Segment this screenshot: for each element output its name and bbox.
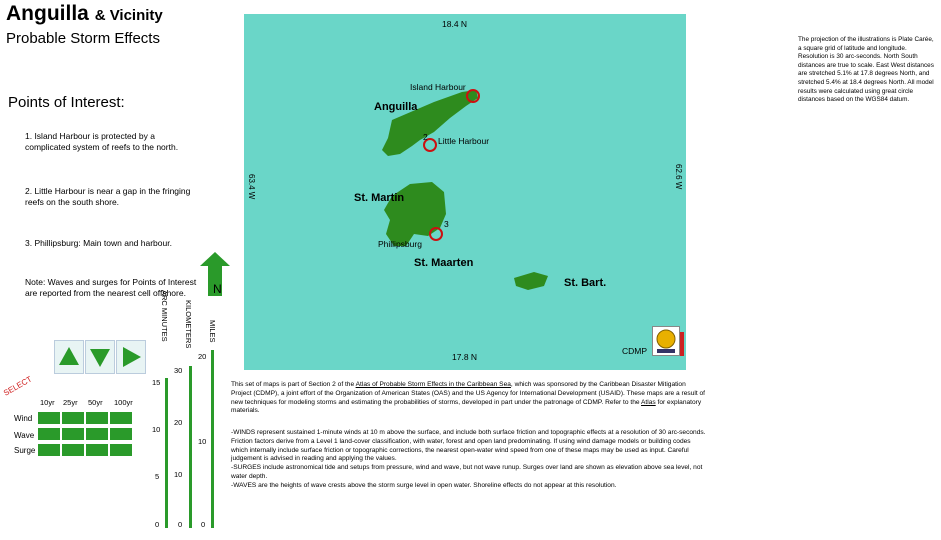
- legend-cell-wind-100yr[interactable]: [110, 412, 132, 424]
- down-arrow-icon: [86, 341, 114, 373]
- miles-bar: [211, 350, 214, 528]
- arc-tick-0: 0: [155, 520, 160, 529]
- legend-col-25yr: 25yr: [63, 398, 78, 407]
- latitude-top-label: 18.4 N: [442, 19, 468, 29]
- st-bart-label: St. Bart.: [564, 277, 607, 289]
- arc-tick-10: 10: [152, 425, 161, 434]
- legend-cell-wave-100yr[interactable]: [110, 428, 132, 440]
- anguilla-label: Anguilla: [374, 101, 418, 113]
- pan-down-button[interactable]: [85, 340, 115, 374]
- poi-item-3: 3. Phillipsburg: Main town and harbour.: [25, 238, 172, 248]
- legend-row-wind: Wind: [14, 414, 33, 423]
- km-tick-10: 10: [174, 470, 183, 479]
- effects-definitions: [231, 429, 706, 491]
- page-subtitle: Probable Storm Effects: [6, 30, 160, 47]
- st-maarten-label: St. Maarten: [414, 257, 474, 269]
- legend-row-wave: Wave: [14, 431, 35, 440]
- mi-tick-20: 20: [198, 352, 207, 361]
- latitude-bottom-label: 17.8 N: [452, 352, 478, 362]
- kilometers-label: KILOMETERS: [184, 300, 193, 349]
- km-tick-30: 30: [174, 366, 183, 375]
- legend-cell-surge-10yr[interactable]: [38, 444, 60, 456]
- st-bart-island: [514, 272, 548, 290]
- longitude-right-label: 62.6 W: [674, 164, 683, 190]
- legend-cell-wind-10yr[interactable]: [38, 412, 60, 424]
- storm-map[interactable]: [244, 14, 934, 370]
- marker-3-label: 3: [444, 219, 449, 229]
- island-harbour-label: Island Harbour: [410, 82, 466, 92]
- projection-note: The projection of the illustrations is Plate Carée, a square grid of latitude and longitude. Resolution is 30 arc-seconds. North South distances are true to scale. East West distances are stretched 5.1% at 17.8 degrees North, and stretched 5.4% at 18.4 degrees North. All model results were calculated using great circle distances based on the WGS84 datum.: [795, 34, 941, 107]
- legend-cell-wind-50yr[interactable]: [86, 412, 108, 424]
- north-label: N: [213, 282, 222, 296]
- km-tick-20: 20: [174, 418, 183, 427]
- usaid-logo: [680, 332, 684, 356]
- atlas-desc-pre: This set of maps is part of Section 2 of the: [231, 381, 356, 388]
- legend-col-10yr: 10yr: [40, 398, 55, 407]
- legend-cell-surge-50yr[interactable]: [86, 444, 108, 456]
- legend-col-50yr: 50yr: [88, 398, 103, 407]
- legend-row-surge: Surge: [14, 446, 36, 455]
- legend-cell-wave-25yr[interactable]: [62, 428, 84, 440]
- title-main: Anguilla: [6, 2, 89, 25]
- little-harbour-label: Little Harbour: [438, 136, 490, 146]
- waves-definition: -WAVES are the heights of wave crests above the storm surge level in open water. Shoreline effects do not appear at this resolution.: [231, 481, 617, 489]
- surges-definition: -SURGES include astronomical tide and setups from pressure, wind and wave, but not wave runup. Surges over land are shown as elevation above sea level, not water depth.: [231, 464, 703, 480]
- miles-label: MILES: [208, 320, 217, 343]
- atlas-link[interactable]: Atlas of Probable Storm Effects in the Caribbean Sea: [355, 381, 511, 388]
- marker-2-label: 2: [423, 132, 428, 142]
- arc-tick-5: 5: [155, 472, 160, 481]
- atlas-desc-mid: , which was sponsored by the Caribbean Disaster Mitigation Project (CDMP), a joint effort of the Organization of American States (OAS) and the US Agency for International Development (USAID). These maps are a result of new techniques for modeling storms and estimating the probabilities of storms, developed in part under the patronage of CDMP. Refer to the: [231, 381, 705, 406]
- atlas-description: [231, 381, 706, 416]
- phillipsburg-label: Phillipsburg: [378, 239, 422, 249]
- mi-tick-10: 10: [198, 437, 207, 446]
- legend-cell-wave-10yr[interactable]: [38, 428, 60, 440]
- right-arrow-icon: [117, 341, 145, 373]
- poi-item-1: 1. Island Harbour is protected by a complicated system of reefs to the north.: [25, 131, 179, 152]
- legend-cell-surge-25yr[interactable]: [62, 444, 84, 456]
- arc-minutes-label: ARC MINUTES: [160, 290, 169, 342]
- longitude-left-label: 63.4 W: [247, 174, 256, 200]
- oas-logo: [652, 326, 680, 356]
- select-label: SELECT: [2, 374, 34, 398]
- pan-right-button[interactable]: [116, 340, 146, 374]
- anguilla-island: [382, 90, 478, 156]
- map-land-shapes: [244, 14, 686, 370]
- mi-tick-0: 0: [201, 520, 206, 529]
- points-of-interest-heading: Points of Interest:: [8, 94, 125, 111]
- poi-note: Note: Waves and surges for Points of Interest are reported from the nearest cell offshore.: [25, 277, 197, 298]
- legend-cell-wind-25yr[interactable]: [62, 412, 84, 424]
- arc-tick-15: 15: [152, 378, 161, 387]
- arc-minutes-bar: [165, 378, 168, 528]
- st-martin-label: St. Martin: [354, 192, 405, 204]
- legend-cell-wave-50yr[interactable]: [86, 428, 108, 440]
- atlas-short-link[interactable]: Atlas: [641, 398, 656, 406]
- pan-up-button[interactable]: [54, 340, 84, 374]
- atlas-desc-post: for explanatory materials.: [231, 398, 702, 415]
- winds-definition: -WINDS represent sustained 1-minute winds at 10 m above the surface, and include both surface friction and topographic effects at a resolution of 30 arc-seconds. Friction factors derive from a Level 1 land-cover classification, with water, forest and open land predominating. If using wind damage models or building codes which internally include surface friction or topographic corrections, the nearest open-water wind speed from one of these maps may be used as input. Careful judgement is advised in reading and applying the values.: [231, 429, 706, 463]
- up-arrow-icon: [55, 341, 83, 373]
- poi-item-2: 2. Little Harbour is near a gap in the fringing reefs on the south shore.: [25, 186, 191, 207]
- title-suffix: & Vicinity: [94, 7, 163, 24]
- km-tick-0: 0: [178, 520, 183, 529]
- kilometers-bar: [189, 366, 192, 528]
- cdmp-label: CDMP: [622, 346, 648, 356]
- page-title: [6, 2, 163, 26]
- legend-cell-surge-100yr[interactable]: [110, 444, 132, 456]
- legend-col-100yr: 100yr: [114, 398, 133, 407]
